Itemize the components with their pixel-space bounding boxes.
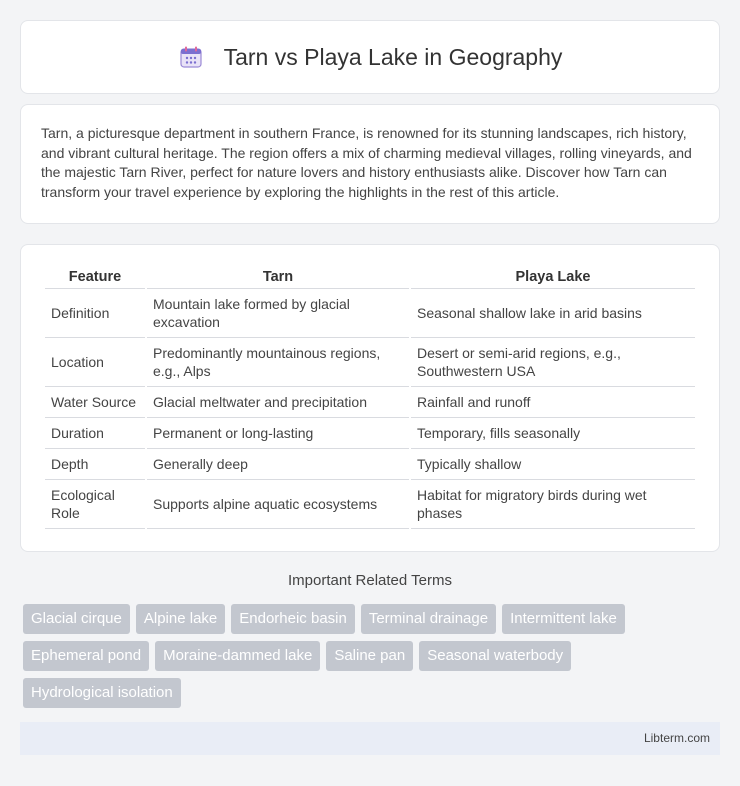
cell-tarn: Glacial meltwater and precipitation xyxy=(147,387,409,418)
cell-feature: Ecological Role xyxy=(45,480,145,529)
cell-feature: Depth xyxy=(45,449,145,480)
table-row xyxy=(45,449,695,480)
tag[interactable]: Intermittent lake xyxy=(502,604,625,634)
table-row xyxy=(45,480,695,529)
title-card xyxy=(20,20,720,94)
tag[interactable]: Saline pan xyxy=(326,641,413,671)
table-row xyxy=(45,338,695,387)
table-row xyxy=(45,418,695,449)
cell-feature: Location xyxy=(45,338,145,387)
footer-site-link[interactable]: Libterm.com xyxy=(643,731,710,745)
tag[interactable]: Endorheic basin xyxy=(231,604,355,634)
intro-text: Tarn, a picturesque department in southern France, is renowned for its stunning landscapes, rich history, and vibrant cultural heritage. The region offers a mix of charming medieval villages, rolling vineyards, and the majestic Tarn River, perfect for nature lovers and history enthusiasts alike. Discover how Tarn can transform your travel experience by exploring the highlights in the rest of this article. xyxy=(41,125,692,200)
header-feature: Feature xyxy=(45,265,145,289)
table-row xyxy=(45,387,695,418)
cell-tarn: Predominantly mountainous regions, e.g., Alps xyxy=(147,338,409,387)
comparison-table-card xyxy=(20,244,720,552)
tag[interactable]: Terminal drainage xyxy=(361,604,496,634)
cell-playa-lake: Rainfall and runoff xyxy=(411,387,695,418)
cell-feature: Definition xyxy=(45,289,145,338)
cell-tarn: Supports alpine aquatic ecosystems xyxy=(147,480,409,529)
calendar-icon xyxy=(178,44,204,70)
tag[interactable]: Hydrological isolation xyxy=(23,678,181,708)
cell-tarn: Permanent or long-lasting xyxy=(147,418,409,449)
cell-playa-lake: Desert or semi-arid regions, e.g., Southwestern USA xyxy=(411,338,695,387)
related-terms-section xyxy=(20,572,720,708)
cell-tarn: Mountain lake formed by glacial excavation xyxy=(147,289,409,338)
cell-playa-lake: Habitat for migratory birds during wet phases xyxy=(411,480,695,529)
table-row xyxy=(45,289,695,338)
cell-playa-lake: Seasonal shallow lake in arid basins xyxy=(411,289,695,338)
cell-playa-lake: Typically shallow xyxy=(411,449,695,480)
cell-feature: Water Source xyxy=(45,387,145,418)
tag-list xyxy=(20,604,720,708)
cell-feature: Duration xyxy=(45,418,145,449)
header-playa-lake: Playa Lake xyxy=(411,265,695,289)
tag[interactable]: Ephemeral pond xyxy=(23,641,149,671)
tag[interactable]: Moraine-dammed lake xyxy=(155,641,320,671)
header-tarn: Tarn xyxy=(147,265,409,289)
page-title: Tarn vs Playa Lake in Geography xyxy=(223,43,563,70)
footer xyxy=(20,722,720,755)
cell-playa-lake: Temporary, fills seasonally xyxy=(411,418,695,449)
related-terms-title: Important Related Terms xyxy=(288,572,452,589)
tag[interactable]: Seasonal waterbody xyxy=(419,641,571,671)
tag[interactable]: Alpine lake xyxy=(136,604,225,634)
intro-card xyxy=(20,104,720,224)
comparison-table xyxy=(43,265,697,529)
cell-tarn: Generally deep xyxy=(147,449,409,480)
tag[interactable]: Glacial cirque xyxy=(23,604,130,634)
